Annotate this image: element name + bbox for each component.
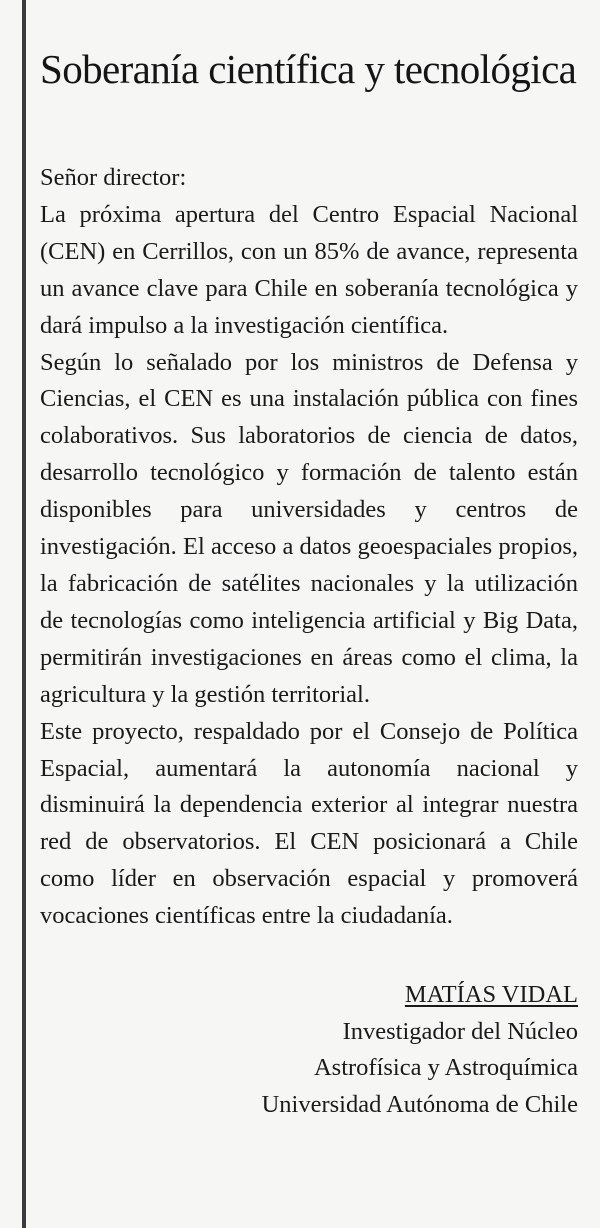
article-headline: Soberanía científica y tecnológica <box>40 46 577 92</box>
column-rule <box>22 0 26 1228</box>
author-unit: Astrofísica y Astroquímica <box>313 1054 578 1082</box>
salutation: Señor director: <box>40 164 187 191</box>
article-body <box>40 160 578 935</box>
signature-block <box>40 977 578 1123</box>
author-institution: Universidad Autónoma de Chile <box>261 1090 578 1118</box>
author-name: MATÍAS VIDAL <box>404 981 578 1009</box>
author-role: Investigador del Núcleo <box>342 1017 578 1045</box>
letter-article <box>40 0 578 1123</box>
paragraph-2: Según lo señalado por los ministros de Defensa y Ciencias, el CEN es una instalación pública con fines colaborativos. Sus laboratorios de ciencia de datos, desarrollo tecnológico y formación de talento están disponibles para universidades y centros de investigación. El acceso a datos geoespaciales propios, la fabricación de satélites nacionales y la utilización de tecnologías como inteligencia artificial y Big Data, permitirán investigaciones en áreas como el clima, la agricultura y la gestión territorial. <box>40 348 578 708</box>
paragraph-3: Este proyecto, respaldado por el Consejo de Política Espacial, aumentará la autonomía nacional y disminuirá la dependencia exterior al integrar nuestra red de observatorios. El CEN posicionará a Chile como líder en observación espacial y promoverá vocaciones científicas entre la ciudadanía. <box>40 717 578 930</box>
paragraph-1: La próxima apertura del Centro Espacial Nacional (CEN) en Cerrillos, con un 85% de avance, representa un avance clave para Chile en soberanía tecnológica y dará impulso a la investigación científica. <box>40 200 578 339</box>
